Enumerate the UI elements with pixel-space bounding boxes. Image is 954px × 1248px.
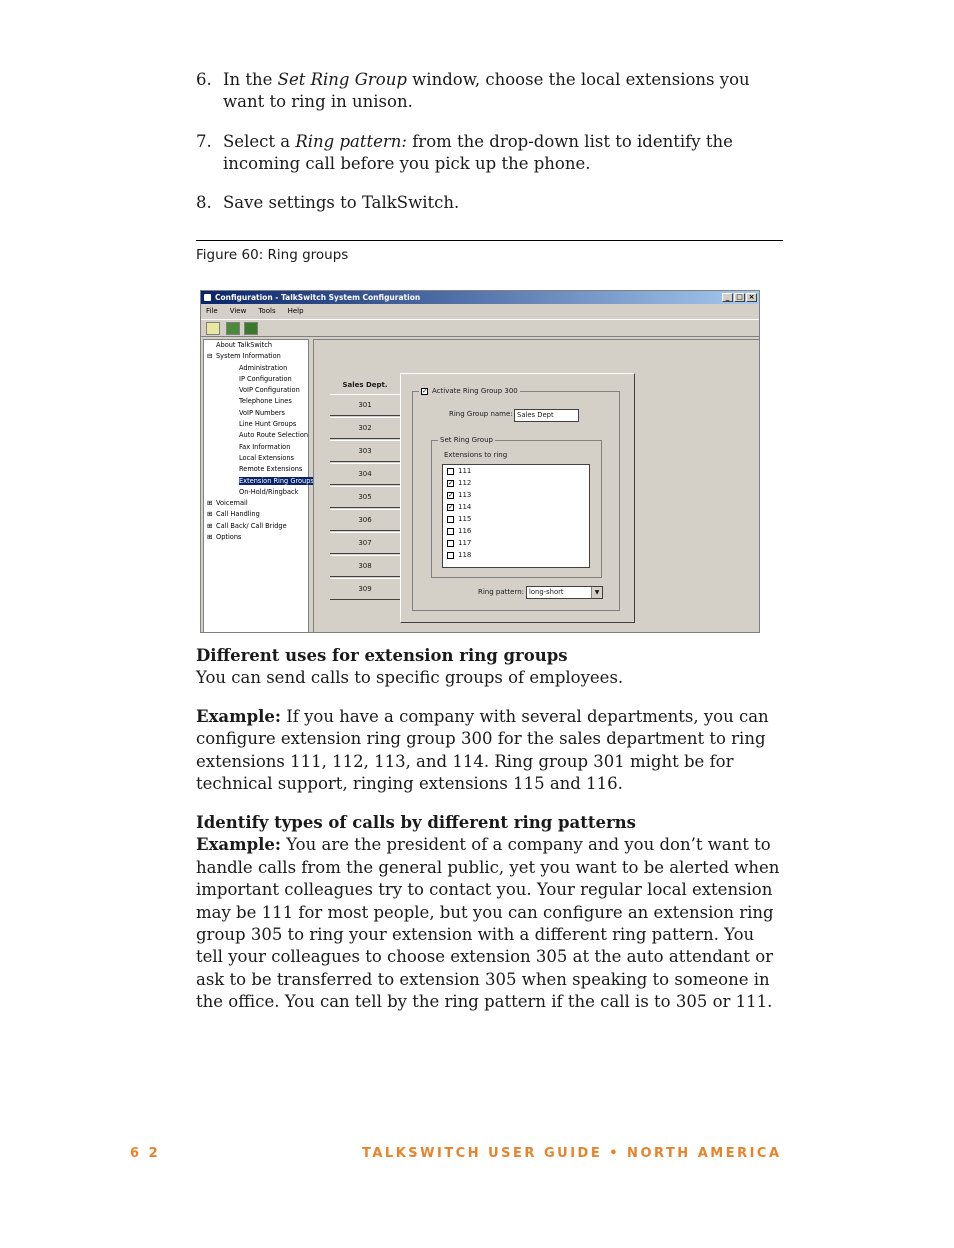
- tree-expander-icon[interactable]: ⊞: [207, 499, 213, 508]
- open-icon[interactable]: [206, 322, 220, 335]
- tab-309[interactable]: 309: [330, 578, 400, 600]
- tree-item-label: Administration: [239, 363, 288, 372]
- section1-heading: Different uses for extension ring groups: [196, 646, 568, 665]
- menu-bar: [201, 305, 760, 317]
- tree-item[interactable]: [204, 385, 308, 396]
- tab-304[interactable]: 304: [330, 463, 400, 485]
- window-titlebar: [201, 291, 759, 304]
- ring-pattern-value: long-short: [529, 588, 564, 596]
- footer-title: TALKSWITCH USER GUIDE • NORTH AMERICA: [362, 1146, 782, 1161]
- page-number: 6 2: [130, 1146, 161, 1161]
- step-text: [223, 131, 783, 176]
- group-name-input[interactable]: Sales Dept: [514, 409, 579, 422]
- list-item[interactable]: [443, 525, 589, 537]
- tree-item[interactable]: [204, 476, 314, 487]
- extension-label: 114: [458, 503, 472, 511]
- activate-label: Activate Ring Group 300: [432, 387, 518, 395]
- tab-303[interactable]: 303: [330, 440, 400, 462]
- tree-item-label: Auto Route Selection: [239, 431, 309, 440]
- figure-caption: Figure 60: Ring groups: [196, 247, 349, 263]
- extension-checkbox[interactable]: ✓: [448, 490, 454, 499]
- tree-item-label: VoIP Configuration: [239, 386, 300, 395]
- list-item[interactable]: [443, 489, 589, 501]
- tree-item[interactable]: [204, 498, 308, 509]
- menu-help[interactable]: Help: [287, 307, 304, 315]
- extension-checkbox[interactable]: [447, 540, 454, 547]
- tree-item-label: Call Handling: [216, 510, 260, 519]
- set-ring-group-label: Set Ring Group: [440, 436, 493, 444]
- toolbar: [201, 319, 759, 337]
- ring-group-tabs: [330, 376, 400, 601]
- tree-item-label: Voicemail: [216, 499, 248, 508]
- tree-expander-icon[interactable]: ⊞: [207, 510, 213, 519]
- tree-item[interactable]: [204, 521, 308, 532]
- step-text-em: Ring pattern:: [295, 132, 407, 151]
- download-icon[interactable]: [244, 322, 258, 335]
- tree-item[interactable]: [204, 442, 308, 453]
- tree-item[interactable]: [204, 532, 308, 543]
- tree-item-label: VoIP Numbers: [239, 408, 285, 417]
- tree-item-label: Line Hunt Groups: [239, 420, 297, 429]
- tree-item-label: Telephone Lines: [239, 397, 292, 406]
- list-item[interactable]: [443, 549, 589, 561]
- section1: [196, 645, 786, 690]
- tree-item[interactable]: [204, 396, 308, 407]
- step-number: 8.: [196, 193, 212, 212]
- extension-label: 112: [458, 479, 472, 487]
- tree-expander-icon[interactable]: ⊞: [207, 521, 213, 530]
- tab-307[interactable]: 307: [330, 532, 400, 554]
- tree-item[interactable]: [204, 419, 308, 430]
- extension-label: 111: [458, 467, 472, 475]
- step-number: 6.: [196, 70, 212, 89]
- step-text-em: Set Ring Group: [277, 70, 407, 89]
- list-item[interactable]: [443, 537, 589, 549]
- tree-item-label: Call Back/ Call Bridge: [216, 521, 287, 530]
- tree-item-label: Remote Extensions: [239, 465, 303, 474]
- tree-item[interactable]: [204, 430, 308, 441]
- upload-icon[interactable]: [226, 322, 240, 335]
- step-text-pre: Select a: [223, 132, 296, 151]
- minimize-icon[interactable]: _: [722, 293, 733, 302]
- extension-checkbox[interactable]: [447, 528, 454, 535]
- extension-checkbox[interactable]: ✓: [448, 478, 454, 487]
- window-controls: [722, 293, 757, 302]
- step-text: [223, 192, 783, 214]
- tree-item[interactable]: [204, 374, 308, 385]
- tree-item-label: About TalkSwitch: [216, 341, 273, 349]
- section2-heading: Identify types of calls by different ring patterns: [196, 813, 636, 832]
- tab-302[interactable]: 302: [330, 417, 400, 439]
- example-label: Example:: [196, 835, 281, 855]
- tree-expander-icon[interactable]: ⊞: [207, 533, 213, 542]
- window-title: Configuration - TalkSwitch System Configuration: [215, 293, 421, 302]
- step-text-pre: In the: [223, 70, 278, 89]
- extension-checkbox[interactable]: [447, 552, 454, 559]
- tab-306[interactable]: 306: [330, 509, 400, 531]
- list-item[interactable]: [443, 501, 589, 513]
- tree-item[interactable]: [204, 453, 308, 464]
- extensions-label: Extensions to ring: [444, 451, 508, 459]
- tree-item[interactable]: [204, 509, 308, 520]
- extension-label: 115: [458, 515, 472, 523]
- list-item[interactable]: [443, 465, 589, 477]
- tree-item[interactable]: [204, 363, 308, 374]
- example-label: Example:: [196, 707, 281, 726]
- extension-label: 118: [458, 551, 472, 559]
- extension-checkbox[interactable]: [447, 468, 454, 475]
- tree-item[interactable]: [204, 340, 308, 351]
- tree-item-label: On-Hold/Ringback: [239, 487, 299, 496]
- step-text: [223, 69, 783, 114]
- tree-item[interactable]: [204, 464, 308, 475]
- navigation-tree: [203, 339, 314, 633]
- activate-label-wrap: [419, 387, 520, 396]
- menu-view[interactable]: View: [229, 307, 247, 315]
- tree-item[interactable]: [204, 487, 308, 498]
- section1-body: You can send calls to specific groups of employees.: [196, 668, 624, 688]
- tree-expander-icon[interactable]: ⊟: [207, 352, 213, 361]
- tab-sales-dept[interactable]: Sales Dept.: [342, 381, 388, 389]
- step-text-post: from the drop-down list to identify the incoming call before you pick up the phone.: [223, 132, 733, 174]
- close-icon[interactable]: ×: [746, 293, 757, 302]
- tab-301[interactable]: 301: [330, 394, 400, 416]
- step-number: 7.: [196, 132, 212, 151]
- list-item[interactable]: [443, 513, 589, 525]
- tree-item[interactable]: [204, 408, 308, 419]
- extension-label: 116: [458, 527, 472, 535]
- tree-item-label: Extension Ring Groups: [239, 476, 314, 485]
- maximize-icon[interactable]: □: [734, 293, 745, 302]
- extension-checkbox[interactable]: ✓: [448, 502, 454, 511]
- step-text-post: window, choose the local extensions you want to ring in unison.: [223, 70, 750, 112]
- extensions-list: [442, 464, 590, 568]
- extension-checkbox[interactable]: [447, 516, 454, 523]
- group-name-label: Ring Group name:: [449, 410, 513, 418]
- example-text: If you have a company with several departments, you can configure extension ring group 300 for the sales department to ring extensions 111, 112, 113, and 114. Ring group 301 might be for technical support, ringing extensions 115 and 116.: [196, 707, 769, 794]
- section1-example: [196, 706, 786, 796]
- menu-file[interactable]: File: [206, 307, 218, 315]
- example-text: You are the president of a company and you don’t want to handle calls from the general public, yet you want to be alerted when important colleagues try to contact you. Your regular local extension may be 111 for most people, but you can configure an extension ring group 305 to ring your extension with a different ring pattern. You tell your colleagues to choose extension 305 at the auto attendant or ask to be transferred to extension 305 when speaking to someone in the office. You can tell by the ring pattern if the call is to 305 or 111.: [196, 835, 780, 1012]
- ring-pattern-label: Ring pattern:: [478, 588, 524, 596]
- extension-label: 113: [458, 491, 472, 499]
- list-item[interactable]: [443, 477, 589, 489]
- menu-tools[interactable]: Tools: [258, 307, 276, 315]
- chevron-down-icon[interactable]: ▼: [591, 587, 602, 598]
- app-icon: [204, 294, 211, 301]
- section2: [196, 812, 786, 1014]
- tree-item-label: Options: [216, 533, 242, 542]
- tab-305[interactable]: 305: [330, 486, 400, 508]
- step-text-pre: Save settings to TalkSwitch.: [223, 193, 460, 212]
- tab-308[interactable]: 308: [330, 555, 400, 577]
- tree-item-label: Fax Information: [239, 442, 291, 451]
- tree-item-label: System Information: [216, 352, 281, 361]
- extension-label: 117: [458, 539, 472, 547]
- activate-checkbox[interactable]: ✓: [422, 386, 428, 395]
- ring-pattern-select[interactable]: [526, 586, 603, 599]
- caption-rule: [196, 240, 783, 241]
- tree-item-label: IP Configuration: [239, 374, 292, 383]
- tree-item-label: Local Extensions: [239, 453, 294, 462]
- tree-item[interactable]: [204, 351, 308, 362]
